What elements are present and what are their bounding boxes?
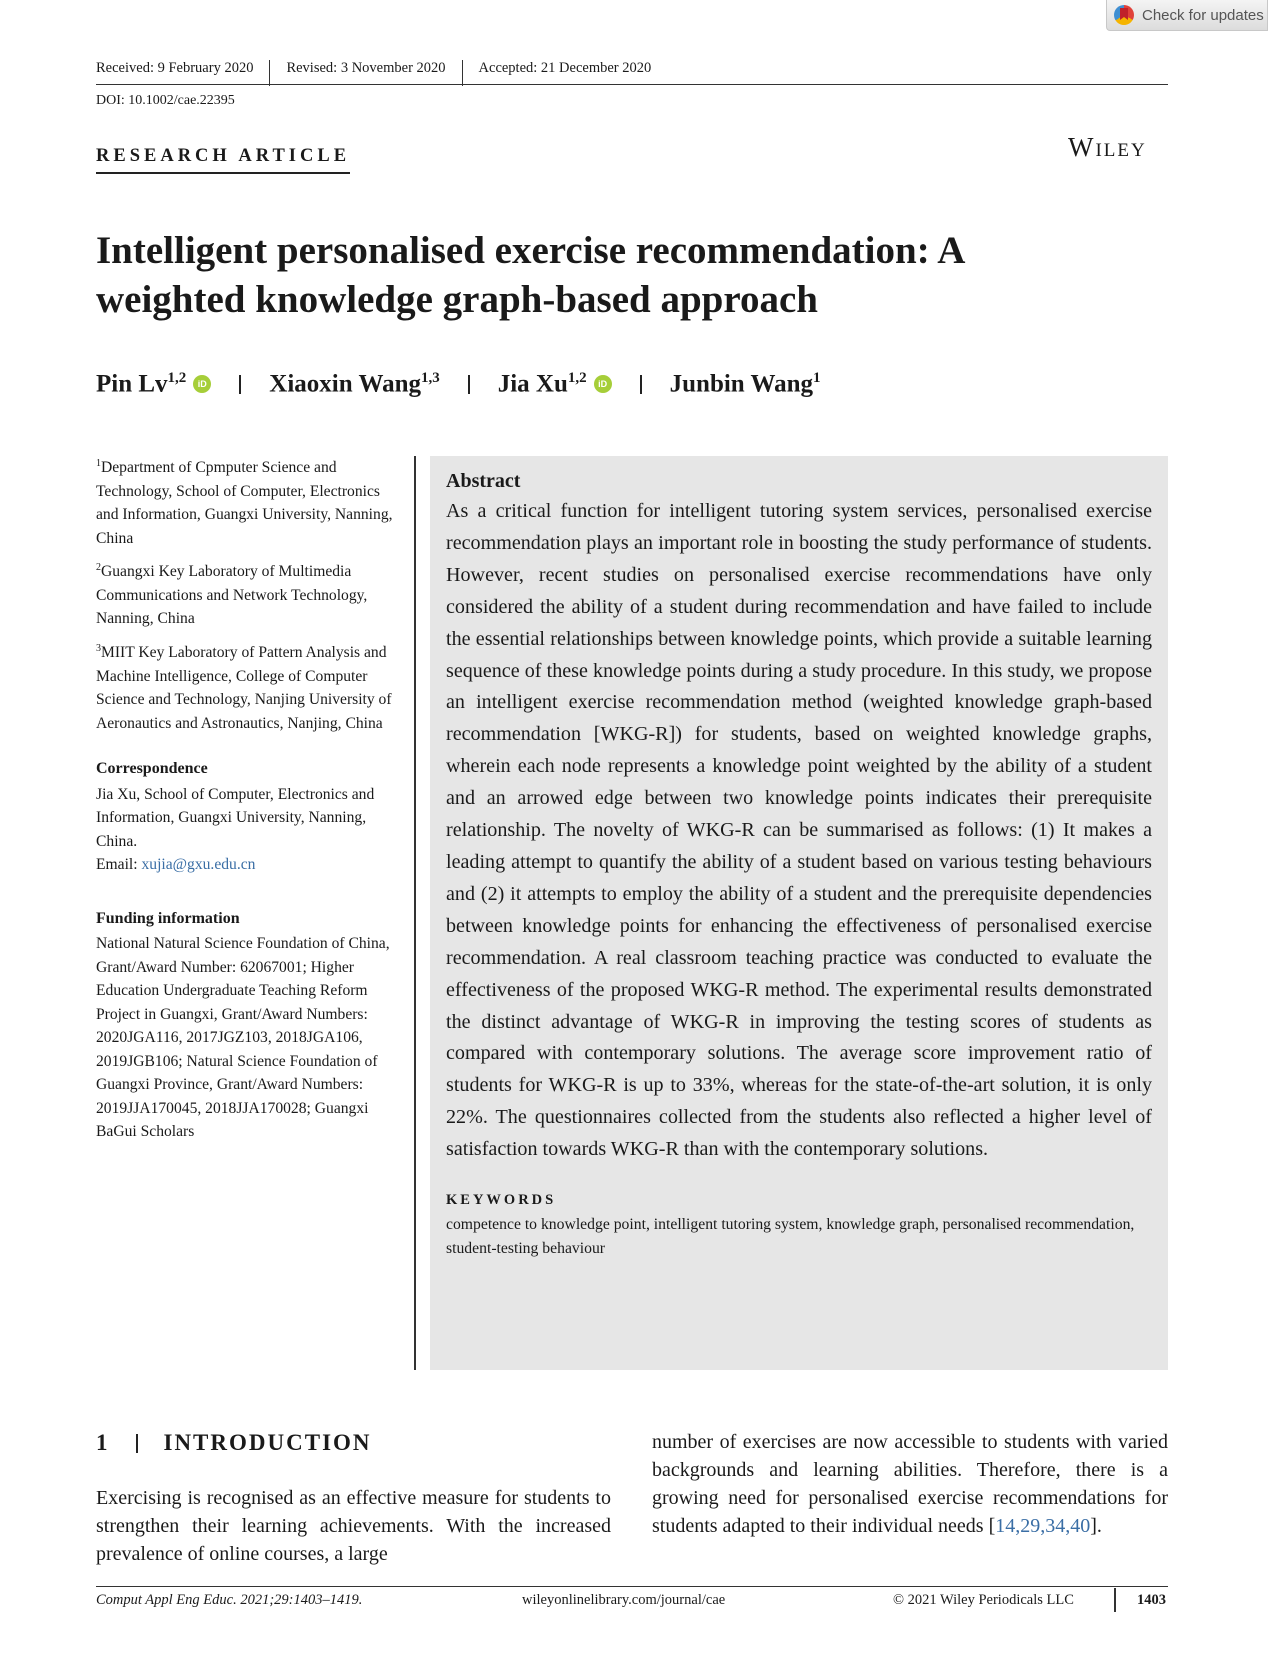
check-for-updates-button[interactable]	[1106, 0, 1268, 31]
affiliation-3: $^3$MIIT Key Laboratory of Pattern Analysis and Machine Intelligence, College of Computer Science and Technology, Nanjing University of Aeronautics and Astronautics, Nanjing, China	[96, 642, 392, 732]
paper-title: Intelligent personalised exercise recommendation: A weighted knowledge graph-based approach	[96, 229, 964, 321]
abstract-heading: Abstract	[446, 470, 521, 492]
correspondence-heading: Correspondence	[96, 760, 208, 778]
accepted-date: Accepted: 21 December 2020	[478, 60, 652, 76]
orcid-icon[interactable]: iD	[193, 375, 211, 393]
funding-text: National Natural Science Foundation of China, Grant/Award Number: 62067001; Higher Education Undergraduate Teaching Reform Project in Guangxi, Grant/Award Numbers: 2020JGA116, 2017JGZ103, 2018JGA106, 2019JGB106; Natural Science Foundation of Guangxi Province, Grant/Award Numbers: 2019JJA170045, 2018JJA170028; Guangxi BaGui Scholars	[96, 935, 390, 1141]
affiliation-2: $^2$Guangxi Key Laboratory of Multimedia Communications and Network Technology, Nanning, China	[96, 562, 368, 628]
sidebar-info	[96, 452, 402, 1144]
column-divider	[414, 456, 416, 1370]
correspondence-email: Email: xujia@gxu.edu.cn	[96, 856, 256, 874]
copyright: © 2021 Wiley Periodicals LLC	[893, 1592, 1074, 1608]
article-dates	[96, 60, 667, 86]
crossmark-icon	[1114, 5, 1134, 25]
author-separator	[239, 375, 241, 394]
footer-rule	[96, 1586, 1168, 1587]
keywords-text: competence to knowledge point, intelligent tutoring system, knowledge graph, personalised recommendation, student-testing behaviour	[446, 1216, 1135, 1258]
author-separator	[468, 375, 470, 394]
journal-url[interactable]: wileyonlinelibrary.com/journal/cae	[522, 1592, 726, 1608]
intro-paragraph-2: number of exercises are now accessible to students with varied backgrounds and learning abilities. Therefore, there is a growing need for personalised exercise recommendations for students adapted to their individual needs [14,29,34,40].	[652, 1431, 1168, 1537]
funding-heading: Funding information	[96, 909, 240, 927]
abstract-text: As a critical function for intelligent tutoring system services, personalised exercise recommendation plays an important role in boosting the study performance of students. However, recent studies on personalised exercise recommendations have only considered the ability of a student during recommendation and have failed to include the essential relationships between knowledge points, which provide a suitable learning sequence of these knowledge points during a study procedure. In this study, we propose an intelligent exercise recommendation method (weighted knowledge graph-based recommendation [WKG-R]) for students, based on weighted knowledge graphs, wherein each node represents a knowledge point weighted by the ability of a student and an arrowed edge between two knowledge points indicates their prerequisite relationship. The novelty of WKG-R can be summarised as follows: (1) It makes a leading attempt to quantify the ability of a student based on various testing behaviours and (2) it attempts to employ the ability of a student and the prerequisite dependencies between knowledge points for enhancing the effectiveness of personalised exercise recommendation. A real classroom teaching practice was conducted to evaluate the effectiveness of the proposed WKG-R method. The experimental results demonstrated the distinct advantage of WKG-R in improving the testing scores of students as compared with contemporary solutions. The average score improvement ratio of students for WKG-R is up to 33%, whereas for the state-of-the-art solution, it is only 22%. The questionnaires collected from the students also reflected a higher level of satisfaction towards WKG-R than with the contemporary solutions.	[446, 500, 1152, 1161]
journal-citation: Comput Appl Eng Educ. 2021;29:1403–1419.	[96, 1592, 363, 1608]
page-number: 1403	[1137, 1592, 1166, 1608]
revised-date: Revised: 3 November 2020	[270, 60, 462, 86]
publisher-logo: Wiley	[1068, 132, 1147, 162]
author-3[interactable]: Jia Xu$^{1,2}$	[497, 370, 587, 398]
heading-separator	[136, 1434, 138, 1453]
affiliation-1: $^1$Department of Cpmputer Science and Technology, School of Computer, Electronics and Information, Guangxi University, Nanning, China	[96, 458, 393, 547]
orcid-icon[interactable]: iD	[594, 375, 612, 393]
author-4[interactable]: Junbin Wang$^1$	[669, 370, 821, 398]
header-rule	[96, 84, 1168, 85]
section-heading	[96, 1430, 372, 1456]
doi: DOI: 10.1002/cae.22395	[96, 93, 235, 108]
section-title: INTRODUCTION	[163, 1430, 372, 1455]
author-2[interactable]: Xiaoxin Wang$^{1,3}$	[269, 370, 440, 398]
received-date: Received: 9 February 2020	[96, 60, 270, 86]
footer-separator	[1114, 1588, 1116, 1612]
article-type: RESEARCH ARTICLE	[96, 146, 350, 174]
keywords-heading: KEYWORDS	[446, 1192, 557, 1209]
check-for-updates-label: Check for updates	[1142, 6, 1264, 24]
email-link[interactable]: xujia@gxu.edu.cn	[141, 856, 256, 874]
author-list	[96, 370, 821, 398]
author-separator	[640, 375, 642, 394]
correspondence-text: Jia Xu, School of Computer, Electronics and Information, Guangxi University, Nanning, China.	[96, 785, 375, 850]
author-1[interactable]: Pin Lv$^{1,2}$	[96, 370, 187, 398]
intro-paragraph-1: Exercising is recognised as an effective measure for students to strengthen their learning achievements. With the increased prevalence of online courses, a large	[96, 1487, 611, 1565]
reference-links[interactable]: 14,29,34,40	[995, 1515, 1091, 1537]
abstract-box	[430, 456, 1168, 1370]
section-number: 1	[96, 1430, 110, 1455]
